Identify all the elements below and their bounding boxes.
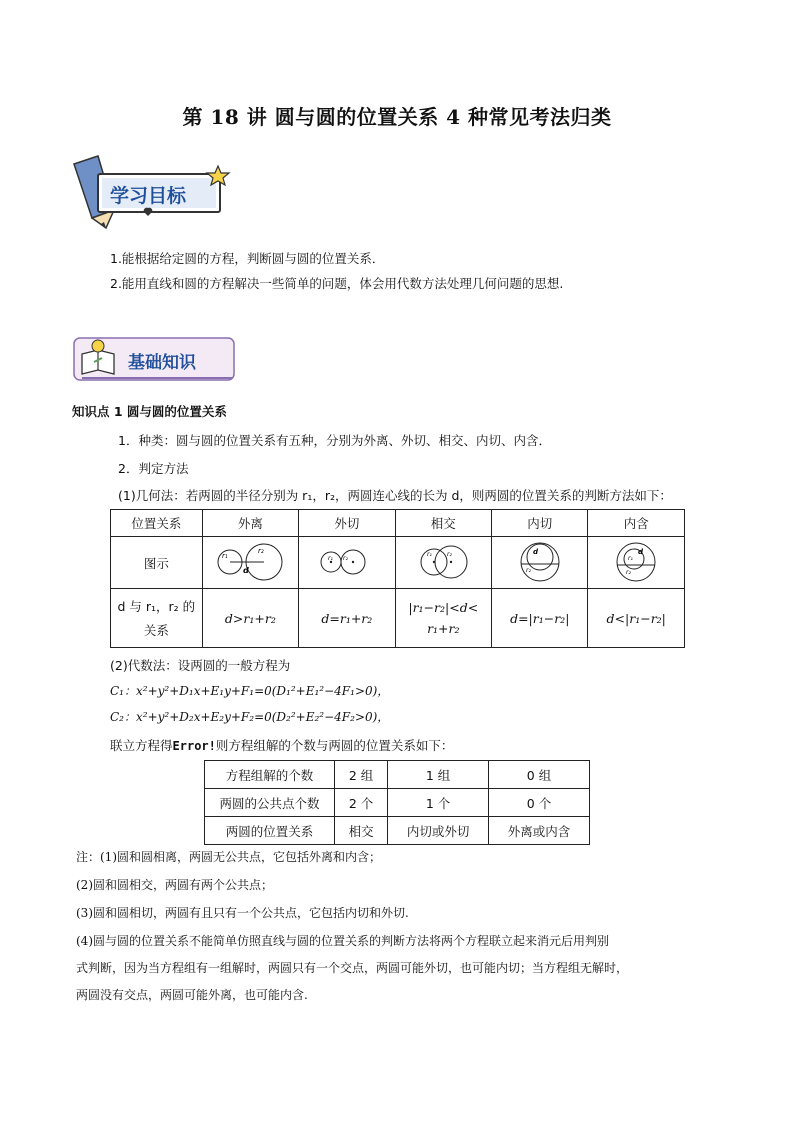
table1-header: 外切 bbox=[299, 510, 395, 537]
note-4-line-1: (4)圆与圆的位置关系不能简单仿照直线与圆的位置关系的判断方法将两个方程联立起来消元后用判别 bbox=[76, 934, 610, 948]
relation-separate: d>r₁+r₂ bbox=[202, 589, 298, 648]
diagram-label: r₂ bbox=[447, 551, 453, 558]
diagram-label: r₁ bbox=[427, 551, 433, 558]
diagram-label: r₂ bbox=[626, 569, 632, 576]
diagram-label: r₁ bbox=[222, 552, 229, 560]
kp1-line-3: (1)几何法：若两圆的半径分别为 r₁，r₂，两圆连心线的长为 d，则两圆的位置关系的判断方法如下： bbox=[118, 488, 672, 503]
intersecting-circles-diagram bbox=[403, 538, 483, 584]
table1-header: 内切 bbox=[492, 510, 588, 537]
kp1-line-1: 1．种类：圆与圆的位置关系有五种，分别为外离、外切、相交、内切、内含． bbox=[118, 433, 551, 448]
relation-contain: d<|r₁−r₂| bbox=[588, 589, 685, 648]
diagram-label: d bbox=[532, 548, 538, 556]
diagram-label: d bbox=[243, 566, 250, 575]
diagram-label: r₂ bbox=[342, 555, 348, 562]
diagram-external-tangent bbox=[299, 537, 395, 589]
table1-header: 外离 bbox=[202, 510, 298, 537]
relation-intersect bbox=[395, 589, 491, 648]
joint-equations-line bbox=[110, 736, 453, 754]
relation-internal-tangent: d=|r₁−r₂| bbox=[492, 589, 588, 648]
joint-post: 则方程组解的个数与两圆的位置关系如下： bbox=[215, 738, 454, 753]
table2-cell: 0 组 bbox=[489, 761, 590, 789]
relation-label-line-1: d 与 r₁，r₂ 的 bbox=[117, 599, 196, 614]
basic-badge bbox=[72, 334, 242, 386]
table2-cell: 方程组解的个数 bbox=[205, 761, 335, 789]
table2-cell: 相交 bbox=[335, 817, 388, 845]
table2-cell: 1 组 bbox=[388, 761, 489, 789]
solution-count-table bbox=[204, 760, 590, 845]
table2-cell: 两圆的公共点个数 bbox=[205, 789, 335, 817]
table2-cell: 外离或内含 bbox=[489, 817, 590, 845]
table2-cell: 内切或外切 bbox=[388, 817, 489, 845]
diagram-label: r₁ bbox=[628, 555, 634, 562]
table2-cell: 2 组 bbox=[335, 761, 388, 789]
note-2: (2)圆和圆相交，两圆有两个公共点； bbox=[76, 878, 273, 892]
table1-header: 位置关系 bbox=[111, 510, 203, 537]
external-tangent-diagram bbox=[307, 538, 387, 584]
note-4-line-2: 式判断，因为当方程组有一组解时，两圆只有一个交点，两圆可能外切，也可能内切；当方程组无解时， bbox=[76, 961, 629, 975]
note-3: (3)圆和圆相切，两圆有且只有一个公共点，它包括内切和外切. bbox=[76, 906, 409, 920]
table2-cell: 0 个 bbox=[489, 789, 590, 817]
basic-badge-label: 基础知识 bbox=[128, 353, 196, 373]
relation-label-line-2: 关系 bbox=[143, 623, 169, 638]
kp1-title: 知识点 1 圆与圆的位置关系 bbox=[72, 404, 227, 419]
separate-circles-diagram bbox=[210, 538, 290, 584]
note-4-line-3: 两圆没有交点，两圆可能外离，也可能内含. bbox=[76, 988, 308, 1002]
relation-table bbox=[110, 509, 685, 648]
error-marker: Error! bbox=[172, 739, 216, 753]
kp1-line-2: 2．判定方法 bbox=[118, 461, 189, 476]
goal-1: 1.能根据给定圆的方程，判断圆与圆的位置关系． bbox=[110, 251, 385, 266]
relation-intersect-line-2: r₁+r₂ bbox=[427, 621, 460, 636]
table2-cell: 2 个 bbox=[335, 789, 388, 817]
table1-relation-label bbox=[111, 589, 203, 648]
relation-intersect-line-1: |r₁−r₂|<d< bbox=[408, 600, 479, 615]
diagram-contain bbox=[588, 537, 685, 589]
diagram-separate bbox=[202, 537, 298, 589]
note-1: 注：(1)圆和圆相离，两圆无公共点，它包括外离和内含； bbox=[76, 850, 382, 864]
goal-2: 2.能用直线和圆的方程解决一些简单的问题，体会用代数方法处理几何问题的思想. bbox=[110, 276, 564, 291]
equation-c1: C₁：x²+y²+D₁x+E₁y+F₁=0(D₁²+E₁²−4F₁>0)， bbox=[110, 684, 390, 698]
table2-cell: 1 个 bbox=[388, 789, 489, 817]
internal-tangent-diagram bbox=[500, 538, 580, 584]
goals-badge bbox=[68, 152, 238, 232]
equation-c2: C₂：x²+y²+D₂x+E₂y+F₂=0(D₂²+E₂²−4F₂>0)， bbox=[110, 710, 390, 724]
page-title: 第 18 讲 圆与圆的位置关系 4 种常见考法归类 bbox=[182, 105, 612, 129]
diagram-internal-tangent bbox=[492, 537, 588, 589]
algebra-intro: (2)代数法：设两圆的一般方程为 bbox=[110, 658, 291, 673]
diagram-intersect bbox=[395, 537, 491, 589]
goals-badge-label: 学习目标 bbox=[110, 185, 187, 207]
diagram-label: r₂ bbox=[525, 567, 531, 574]
table1-diagram-label: 图示 bbox=[111, 537, 203, 589]
diagram-label: r₂ bbox=[258, 547, 265, 555]
table2-cell: 两圆的位置关系 bbox=[205, 817, 335, 845]
table1-header: 相交 bbox=[395, 510, 491, 537]
contained-circles-diagram bbox=[596, 538, 676, 584]
diagram-label: r₁ bbox=[327, 555, 333, 562]
joint-pre: 联立方程得 bbox=[110, 738, 173, 753]
table1-header: 内含 bbox=[588, 510, 685, 537]
diagram-label: d bbox=[638, 548, 644, 556]
relation-external-tangent: d=r₁+r₂ bbox=[299, 589, 395, 648]
